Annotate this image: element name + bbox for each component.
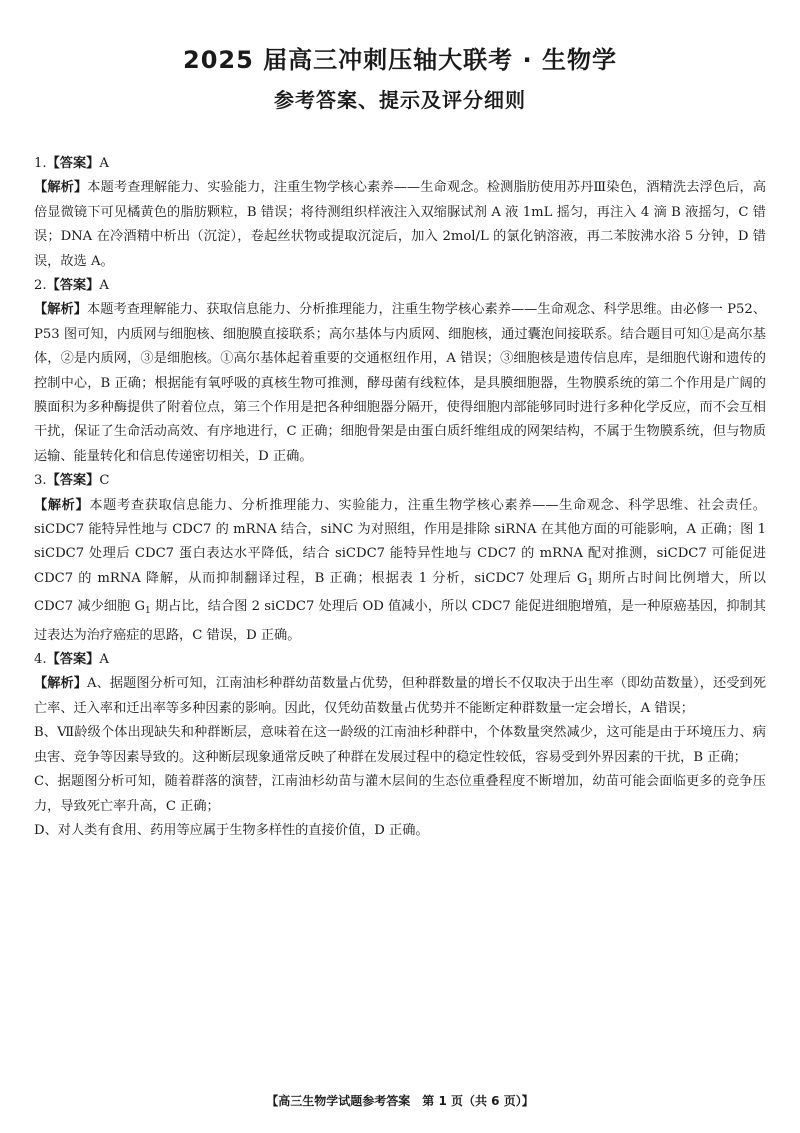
analysis-text-part-3: 期占比，结合图 2 siCDC7 处理后 OD 值减小，所以 CDC7 能促进细胞增殖，是一种原癌基因，抑制其过表达为治疗癌症的思路，C 错误，D 正确。: [34, 599, 766, 643]
subscript: 1: [587, 577, 594, 588]
page-footer: 【高三生物学试题参考答案 第 1 页（共 6 页）】: [266, 1094, 534, 1108]
answer-label: 【答案】: [46, 652, 100, 668]
question-1-header: [34, 152, 766, 176]
answer-label: 【答案】: [46, 473, 100, 489]
answer-value: A: [99, 156, 109, 171]
question-3-analysis: [34, 494, 766, 648]
question-4-analysis: [34, 672, 766, 721]
answer-label: 【答案】: [46, 156, 100, 171]
document-subtitle: 参考答案、提示及评分细则: [274, 88, 526, 112]
question-1-analysis: [34, 176, 766, 274]
analysis-text: A、据题图分析可知，江南油杉种群幼苗数量占优势，但种群数量的增长不仅取决于出生率（即幼苗数量），还受到死亡率、迁入率和迁出率等多种因素的影响。因此，仅凭幼苗数量占优势并不能断定种群数量一定会增长，A 错误；: [34, 676, 767, 716]
question-number: 2.: [34, 278, 47, 294]
answer-label: 【答案】: [46, 278, 100, 294]
question-3-header: [34, 469, 766, 493]
question-number: 1.: [34, 156, 47, 171]
analysis-text: 本题考查理解能力、实验能力，注重生物学核心素养——生命观念。检测脂肪使用苏丹Ⅲ染色，酒精洗去浮色后，高倍显微镜下可见橘黄色的脂肪颗粒，B 错误；将待测组织样液注入双缩脲试剂 A 液 1mL 摇匀，再注入 4 滴 B 液摇匀，C 错误；DNA 在冷酒精中析出（沉淀），卷起丝状物或提取沉淀后，加入 2mol/L 的氯化钠溶液，再二苯胺沸水浴 5 分钟，D 错误，故选 A。: [34, 180, 767, 269]
analysis-label: 【解析】: [34, 497, 90, 513]
answer-value: C: [99, 473, 110, 489]
analysis-label: 【解析】: [34, 180, 88, 196]
subscript: 1: [144, 606, 151, 617]
analysis-label: 【解析】: [34, 302, 87, 318]
analysis-label: 【解析】: [34, 676, 88, 692]
answer-value: A: [99, 652, 109, 668]
question-number: 4.: [34, 652, 47, 668]
analysis-text: 本题考查理解能力、获取信息能力、分析推理能力，注重生物学核心素养——生命观念、科学思维。由必修一 P52、P53 图可知，内质网与细胞核、细胞膜直接联系；高尔基体与内质网、细胞核，通过囊泡间接联系。结合题目可知①是高尔基体，②是内质网，③是细胞核。①高尔基体起着重要的交通枢纽作用，A 错误；③细胞核是遗传信息库，是细胞代谢和遗传的控制中心，B 正确；根据能有氧呼吸的真核生物可推测，酵母菌有线粒体，是具膜细胞器，生物膜系统的第二个作用是广阔的膜面积为多种酶提供了附着位点，第三个作用是把各种细胞器分隔开，使得细胞内部能够同时进行多种化学反应，而不会互相干扰，保证了生命活动高效、有序地进行，C 正确；细胞骨架是由蛋白质纤维组成的网架结构，不属于生物膜系统，但与物质运输、能量转化和信息传递密切相关，D 正确。: [34, 302, 767, 464]
question-number: 3.: [34, 473, 47, 489]
question-4-header: [34, 648, 766, 672]
answer-value: A: [99, 278, 109, 294]
question-4-option-b: B、Ⅶ龄级个体出现缺失和种群断层，意味着在这一龄级的江南油杉种群中，个体数量突然减少，这可能是由于环境压力、病虫害、竞争等因素导致的。这种断层现象通常反映了种群在发展过程中的稳定性较低，容易受到外界因素的干扰，B 正确；: [34, 725, 766, 765]
analysis-text-part-1: 本题考查获取信息能力、分析推理能力、实验能力，注重生物学核心素养——生命观念、科学思维、社会责任。siCDC7 能特异性地与 CDC7 的 mRNA 结合，siNC 为对照组，作用是排除 siRNA 在其他方面的可能影响，A 正确；图 1 siCDC7 处理后 CDC7 蛋白表达水平降低，结合 siCDC7 能特异性地与 CDC7 的 mRNA 配对推测，siCDC7 可能促进 CDC7 的 mRNA 降解，从而抑制翻译过程，B 正确；根据表 1 分析，siCDC7 处理后 G: [34, 497, 766, 586]
question-4-option-d: D、对人类有食用、药用等应属于生物多样性的直接价值，D 正确。: [34, 822, 429, 838]
question-2-analysis: [34, 298, 766, 469]
analysis-text-part-2: 期所占时间比例增大，所以 CDC7 减少细胞 G: [34, 570, 766, 615]
document-title: 2025 届高三冲刺压轴大联考 · 生物学: [183, 46, 617, 74]
question-4-option-c: C、据题图分析可知，随着群落的演替，江南油杉幼苗与灌木层间的生态位重叠程度不断增加，幼苗可能会面临更多的竞争压力，导致死亡率升高，C 正确；: [34, 774, 766, 814]
question-2-header: [34, 274, 766, 298]
answers-content: [34, 152, 766, 843]
